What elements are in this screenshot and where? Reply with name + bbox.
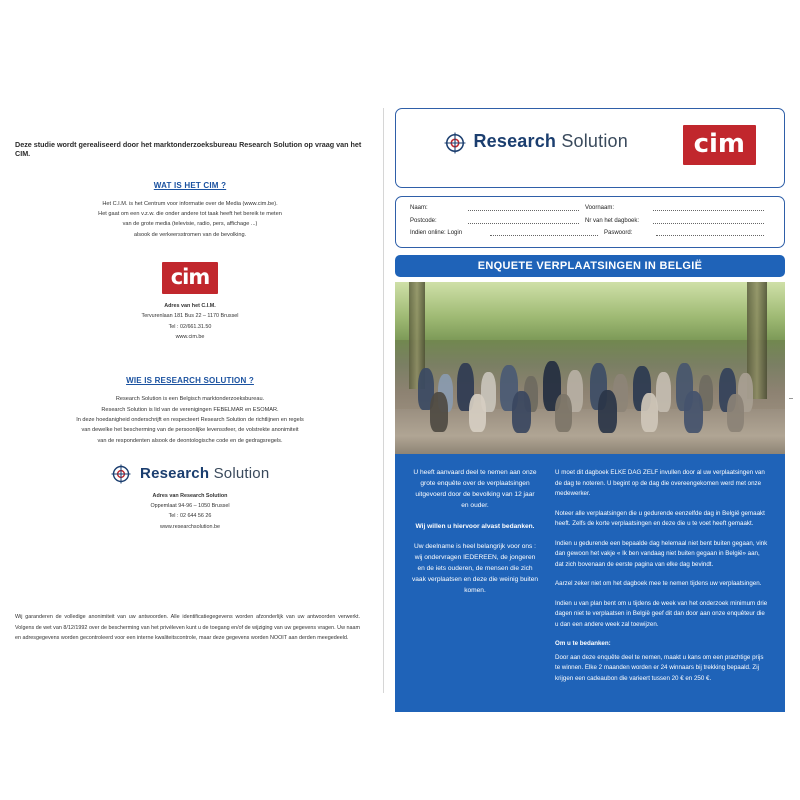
section-title-cim: WAT IS HET CIM ? xyxy=(153,180,227,190)
form-row-login xyxy=(410,228,770,236)
cim-website-link[interactable]: www.cim.be xyxy=(175,333,205,340)
research-solution-wordmark xyxy=(140,465,269,482)
cim-logo xyxy=(10,262,370,294)
rs-line-3: In deze hoedanigheid onderschrijft en respecteert Research Solution de richtlijnen en regels xyxy=(76,416,304,423)
cim-address-line-1: Tervurenlaan 181 Bus 22 – 1170 Brussel xyxy=(141,313,239,320)
voornaam-input[interactable] xyxy=(653,203,764,211)
rs-address-block xyxy=(10,491,370,532)
header-word-solution: Solution xyxy=(561,131,628,151)
research-solution-logo xyxy=(10,464,370,484)
rs-line-1: Research Solution is een Belgisch marktonderzoeksbureau. xyxy=(115,396,265,403)
naam-input[interactable] xyxy=(468,203,579,211)
header-cim-logo: cim xyxy=(683,125,756,165)
rs-line-2: Research Solution is lid van de verenigingen FEBELMAR en ESOMAR. xyxy=(101,406,279,413)
instruction-4: Aarzel zeker niet om het dagboek mee te nemen tijdens uw verplaatsingen. xyxy=(555,580,762,588)
instructions-right-column xyxy=(555,468,769,694)
paswoord-input[interactable] xyxy=(656,228,764,236)
rs-line-5: van de respondenten alsook de deontologische code en de gedragsregels. xyxy=(97,437,283,444)
nr-dagboek-input[interactable] xyxy=(653,216,764,224)
photo-crowd xyxy=(395,330,785,440)
postcode-label: Postcode: xyxy=(410,217,437,224)
cim-line-1: Het C.I.M. is het Centrum voor informatie over de Media (www.cim.be). xyxy=(102,200,278,207)
nr-dagboek-label: Nr van het dagboek: xyxy=(585,217,640,224)
section-body-rs xyxy=(40,394,340,446)
thanks-bold: Wij willen u hiervoor alvast bedanken. xyxy=(415,522,535,530)
header-wordmark xyxy=(473,131,628,152)
crowd-photo xyxy=(395,282,785,454)
rs-line-4: van dewelke het bescherming van de persoonlijke levenssfeer, de volstrekte anonimiteit xyxy=(81,427,299,434)
participation-note: Uw deelname is heel belangrijk voor ons : wij ondervragen IEDEREEN, de jongeren en de iets ouderen, de mensen die zich vaak verplaatsen en deze die weinig buiten komen. xyxy=(411,543,539,594)
form-row-postcode xyxy=(410,216,770,224)
intro-text: Deze studie wordt gerealiseerd door het marktonderzoeksbureau Research Solution op vraag van het CIM. xyxy=(15,140,362,159)
thanks-intro: U heeft aanvaard deel te nemen aan onze grote enquête over de verplaatsingen uitgevoerd door de bevolking van 12 jaar en ouder. xyxy=(413,469,537,509)
rs-address-line-1: Oppemlaat 94-96 – 1050 Brussel xyxy=(150,503,230,510)
cim-line-4: alsook de verkeersstromen van de bevolking. xyxy=(133,231,247,238)
rs-word-research: Research xyxy=(140,465,210,483)
header-card xyxy=(395,108,785,188)
reward-text: Door aan deze enquête deel te nemen, maakt u kans om een prachtige prijs te winnen. Elke 2 maanden worden er 24 winnaars bij trekking bepaald. Zij krijgen een cadeaubon die varieert tussen 20 € en 250 €. xyxy=(555,653,764,682)
instruction-1: U moet dit dagboek ELKE DAG ZELF invullen door al uw verplaatsingen van de dag te noteren. U begint op de dag die overeengekomen werd met onze medewerker. xyxy=(555,469,765,498)
instruction-5: Indien u van plan bent om u tijdens de week van het onderzoek minimum drie dagen niet te verplaatsen in België geef dit dan door aan onze enquêteur die u dan een andere week zal toewijzen. xyxy=(555,599,768,628)
cim-address-line-2: Tel : 02/661.31.50 xyxy=(168,323,212,330)
instructions-left-column xyxy=(411,468,539,694)
instructions-panel xyxy=(395,454,785,712)
cim-line-3: van de grote media (televisie, radio, pers, affichage ...) xyxy=(122,221,258,228)
section-what-is-cim xyxy=(10,181,370,240)
login-label: Indien online: Login xyxy=(410,230,463,236)
naam-label: Naam: xyxy=(410,205,428,211)
privacy-footer: Wij garanderen de volledige anonimiteit van uw antwoorden. Alle identificatiegegevens worden afzonderlijk van uw antwoorden verwerkt. Volgens de wet van 8/12/1992 over de bescherming van het privéleven kunt u de toegang en/of de wijziging van uw gegevens vragen. Uw naam en adresgegevens worden gecontroleerd voor een interne kwaliteitscontrole, maar deze gegevens worden NOOIT aan derden meegedeeld. xyxy=(15,614,360,642)
target-icon xyxy=(111,464,131,484)
cim-address-block xyxy=(10,301,370,342)
section-who-is-research-solution xyxy=(10,376,370,446)
reward-title: Om u te bedanken: xyxy=(555,640,611,648)
edge-tick-mark xyxy=(789,398,793,399)
panel-divider xyxy=(383,108,384,693)
cim-line-2: Het gaat om een v.z.w. die onder andere tot taak heeft het bereik te meten xyxy=(98,211,282,218)
rs-address-title: Adres van Research Solution xyxy=(152,492,228,499)
login-input[interactable] xyxy=(490,228,598,236)
paswoord-label: Paswoord: xyxy=(604,230,633,236)
respondent-form xyxy=(395,196,785,248)
cim-address-title: Adres van het C.I.M. xyxy=(164,303,216,310)
rs-word-solution: Solution xyxy=(213,465,270,483)
voornaam-label: Voornaam: xyxy=(585,205,615,211)
rs-website-link[interactable]: www.researchsolution.be xyxy=(160,523,220,530)
left-panel xyxy=(10,140,370,532)
postcode-input[interactable] xyxy=(468,216,579,224)
survey-title-banner: ENQUETE VERPLAATSINGEN IN BELGIË xyxy=(395,255,785,277)
section-title-rs: WIE IS RESEARCH SOLUTION ? xyxy=(126,376,254,386)
target-icon xyxy=(444,132,464,152)
section-body-cim xyxy=(40,199,340,240)
instruction-3: Indien u gedurende een bepaalde dag helemaal niet bent buiten gegaan, vink dan gewoon het vakje « Ik ben vandaag niet buiten gegaan in België» aan, dat zich bovenaan de eerste pagina van elke dag bevindt. xyxy=(555,539,768,568)
header-research-solution-logo xyxy=(444,131,628,152)
instruction-2: Noteer alle verplaatsingen die u gedurende eenzelfde dag in België gemaakt heeft. Zelfs de korte verplaatsingen en deze die u te voet heeft gemaakt. xyxy=(555,509,765,528)
form-row-naam xyxy=(410,203,770,211)
cim-logo-text: cim xyxy=(162,262,219,294)
header-word-research: Research xyxy=(473,131,557,151)
rs-address-line-2: Tel : 02 644 56 26 xyxy=(168,513,212,520)
right-panel xyxy=(395,108,785,712)
